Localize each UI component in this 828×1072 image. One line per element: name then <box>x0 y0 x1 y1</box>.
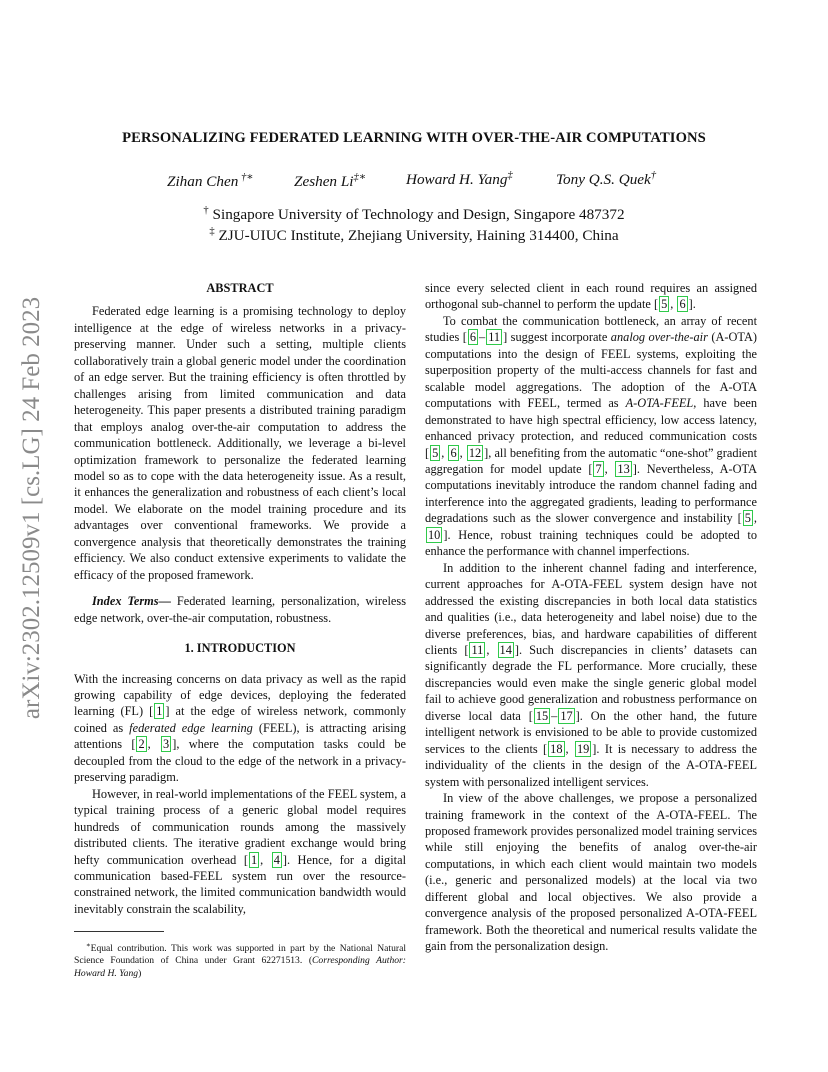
citation-link[interactable]: 12 <box>468 445 482 460</box>
right-column <box>425 280 757 955</box>
citation-link[interactable]: 13 <box>617 461 630 476</box>
paper-title: PERSONALIZING FEDERATED LEARNING WITH OVER-THE-AIR COMPUTATIONS <box>122 130 706 146</box>
right-paragraph-2: To combat the communication bottleneck, an array of recent studies [ 6 – 11 ] suggest incorporate analog over-the-air (A-OTA) computations into the design of FEEL systems, exploiting the superposition property of the multi-access channels for fast and scalable model aggregations. The adoption of the A-OTA computations with FEEL, termed as A-OTA-FEEL, have been demonstrated to have high spectral efficiency, low access latency, enhanced privacy protection, and reduced communication costs [ 5 , 6 , 12 ], all benefiting from the automatic “one-shot” gradient aggregation for model update [ 7 , 13 ]. Nevertheless, A-OTA computations inevitably introduce the random channel fading and interference into the aggregated gradients, leading to performance degradations such as the slower convergence and instability [ 5 , 10 ]. Hence, robust training techniques could be adopted to enhance the performance with channel imperfections. <box>425 313 758 559</box>
intro-paragraph-2: However, in real-world implementations of the FEEL system, a typical training process of a generic global model requires hundreds of communication rounds among the massively distributed clients. The iterative gradient exchange would bring hefty communication overhead [ 1 , 4 ]. Hence, for a digital communication based-FEEL system run over the resource-constrained network, the limited communication bandwidth would inevitably constrain the scalability, <box>74 786 406 916</box>
citation-link[interactable]: 15 <box>535 708 549 723</box>
right-paragraph-3: In addition to the inherent channel fading and interference, current approaches for A-OTA-FEEL system design have not addressed the existing discrepancies in both local data statistics and qualities (i.e., data heterogeneity and label noise) due to the diverse preferences, bias, and hardware capabilities of different clients [ 11 , 14 ]. Such discrepancies in clients’ datasets can significantly degrade the FL performance. More crucially, these discrepancies would even make the single generic global model fail to achieve good generalization and robustness performance on diverse local data [ 15 – 17 ]. On the other hand, the future intelligent network is envisioned to be able to provide customized services to the clients [ 18 , 19 ]. It is necessary to address the individuality of the clients in the design of the A-OTA-FEEL system with personalized intelligent services. <box>425 560 758 789</box>
author-2: Zeshen Li‡∗ <box>294 172 367 191</box>
footnote: ∗Equal contribution. This work was supported in part by the National Natural Science Foundation of China under Grant 62271513. (Corresponding Author: Howard H. Yang) <box>74 940 406 980</box>
citation-link[interactable]: 5 <box>661 297 668 312</box>
citation-link[interactable]: 6 <box>450 445 457 460</box>
citation-link[interactable]: 3 <box>163 737 170 752</box>
citation-link[interactable]: 14 <box>499 642 512 657</box>
citation-link[interactable]: 19 <box>576 741 590 756</box>
author-1: Zihan Chen †∗ <box>167 172 254 191</box>
right-paragraph-1: since every selected client in each round requires an assigned orthogonal sub-channel to perform the update [ 5 , 6 ]. <box>425 281 757 312</box>
intro-paragraph-1: With the increasing concerns on data privacy as well as the rapid growing capability of edge devices, deploying the federated learning (FL) [ 1 ] at the edge of wireless network, commonly coined as federated edge learning (FEEL), is attracting arising attentions [ 2 , 3 ], where the computation tasks could be decoupled from the cloud to the edge of the network in a privacy-preserving paradigm. <box>74 671 407 785</box>
right-paragraph-4: In view of the above challenges, we propose a personalized training framework in the context of the A-OTA-FEEL. The proposed framework provides personalized model training services while still enjoying the benefits of analog over-the-air computations, in which each client would maintain two models (i.e., generic and personalized models) at the local via two different global and local objectives. We also provide a convergence analysis of the proposed personalized A-OTA-FEEL framework. Both the theoretical and numerical results validate the gain from the personalization design. <box>425 791 757 954</box>
citation-link[interactable]: 6 <box>469 330 477 345</box>
citation-link[interactable]: 5 <box>432 445 439 460</box>
footnote-rule <box>74 931 164 932</box>
citation-link[interactable]: 18 <box>550 741 563 756</box>
citation-link[interactable]: 1 <box>250 852 258 867</box>
abstract-heading: ABSTRACT <box>206 281 274 295</box>
citation-link[interactable]: 1 <box>156 704 163 719</box>
citation-link[interactable]: 11 <box>488 330 501 345</box>
left-column <box>74 280 406 917</box>
introduction-heading: 1. INTRODUCTION <box>184 641 296 656</box>
index-terms: Index Terms— Federated learning, personalization, wireless edge network, over-the-air computation, robustness. <box>74 594 406 625</box>
author-4: Tony Q.S. Quek† <box>556 170 657 189</box>
citation-link[interactable]: 10 <box>428 527 441 542</box>
citation-link[interactable]: 6 <box>679 297 686 312</box>
author-3: Howard H. Yang‡ <box>406 170 513 189</box>
abstract-text: Federated edge learning is a promising technology to deploy intelligence at the edge of wireless networks in a privacy-preserving manner. Under such a setting, multiple clients collaboratively train a global generic model under the coordination of an edge server. But the training efficiency is often throttled by challenges arising from limited communication and data heterogeneity. This paper presents a distributed training paradigm that employs analog over-the-air computation to address the communication bottleneck. Additionally, we leverage a bi-level optimization framework to personalize the federated learning model so as to cope with the data heterogeneity issue. As a result, it enhances the generalization and robustness of each client’s local model. We elaborate on the model training procedure and its advantages over conventional frameworks. We provide a convergence analysis that theoretically demonstrates the training efficiency. We also conduct extensive experiments to validate the efficacy of the proposed framework. <box>74 304 406 582</box>
citation-link[interactable]: 17 <box>560 708 573 723</box>
citation-link[interactable]: 7 <box>595 461 602 476</box>
citation-link[interactable]: 4 <box>273 852 280 867</box>
citation-link[interactable]: 2 <box>138 737 145 752</box>
citation-link[interactable]: 11 <box>471 642 484 657</box>
affiliation-2: ‡ ZJU-UIUC Institute, Zhejiang University, Haining 314400, China <box>209 226 619 245</box>
arxiv-identifier-stamp: arXiv:2302.12509v1 [cs.LG] 24 Feb 2023 <box>18 296 45 720</box>
affiliation-1: † Singapore University of Technology and Design, Singapore 487372 <box>203 205 625 224</box>
citation-link[interactable]: 5 <box>744 511 751 526</box>
